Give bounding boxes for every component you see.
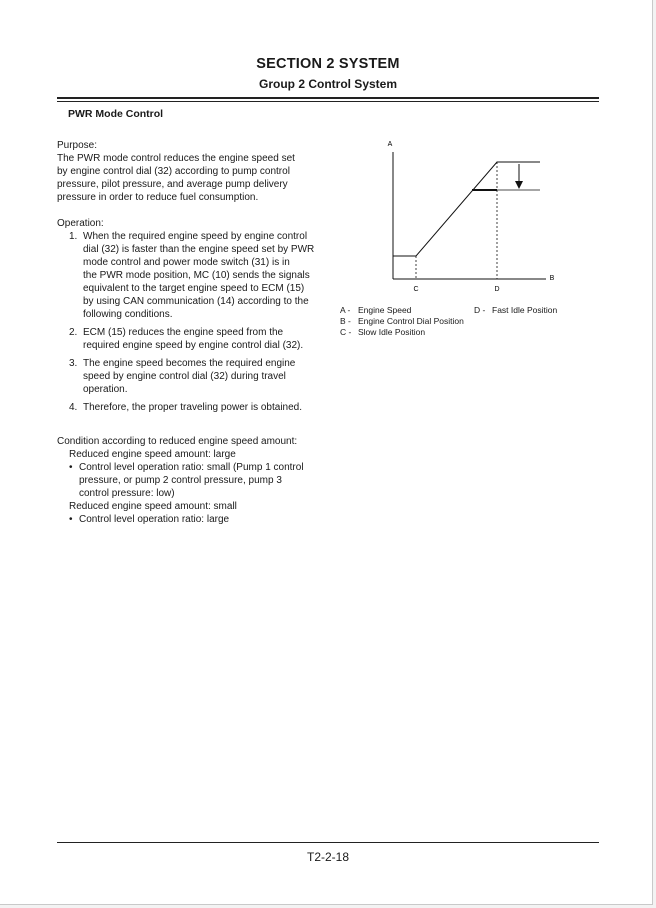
item-line: dial (32) is faster than the engine speed set by PWR — [83, 244, 315, 255]
condition-bullet — [57, 513, 317, 526]
item-line: following conditions. — [83, 309, 173, 320]
purpose-line: pressure, pilot pressure, and average pump delivery — [57, 179, 288, 190]
footer-rule — [57, 842, 599, 843]
diagram-legend-right — [474, 305, 557, 316]
purpose-line: by engine control dial (32) according to pump control — [57, 166, 290, 177]
legend-item: A - Engine Speed — [340, 305, 412, 315]
item-number: 3. — [69, 358, 78, 369]
axis-label-y: A — [387, 141, 393, 148]
item-line: operation. — [83, 384, 128, 395]
operation-item — [57, 401, 317, 414]
condition-group-label: Reduced engine speed amount: large — [69, 449, 236, 460]
topic-title: PWR Mode Control — [68, 108, 164, 120]
operation-block — [57, 217, 317, 419]
purpose-line: The PWR mode control reduces the engine speed set — [57, 153, 295, 164]
item-number: 2. — [69, 327, 78, 338]
axis-label-x: B — [549, 275, 555, 282]
operation-list — [57, 230, 317, 414]
purpose-heading: Purpose: — [57, 140, 98, 151]
condition-heading: Condition according to reduced engine speed amount: — [57, 436, 298, 447]
bullet-dot: • — [69, 514, 73, 525]
reduction-arrow-head — [515, 181, 523, 189]
item-line: equivalent to the target engine speed to ECM (15) — [83, 283, 305, 294]
legend-item: C - Slow Idle Position — [340, 327, 426, 337]
item-number: 4. — [69, 402, 78, 413]
bullet-line: pressure, or pump 2 control pressure, pump 3 — [79, 475, 282, 486]
x-tick-label: D — [494, 286, 500, 293]
item-number: 1. — [69, 231, 78, 242]
legend-item: B - Engine Control Dial Position — [340, 316, 464, 326]
item-line: required engine speed by engine control dial (32). — [83, 340, 304, 351]
condition-bullet — [57, 461, 317, 500]
bullet-line: Control level operation ratio: small (Pump 1 control — [79, 462, 304, 473]
purpose-line: pressure in order to reduce fuel consumption. — [57, 192, 259, 203]
purpose-block — [57, 139, 307, 204]
bullet-dot: • — [69, 462, 73, 473]
item-line: mode control and power mode switch (31) is in — [83, 257, 290, 268]
item-line: The engine speed becomes the required engine — [83, 358, 296, 369]
section-title: SECTION 2 SYSTEM — [256, 56, 400, 72]
item-line: When the required engine speed by engine control — [83, 231, 308, 242]
engine-speed-curve — [393, 162, 540, 256]
engine-speed-diagram — [380, 132, 570, 297]
page-number: T2-2-18 — [306, 850, 350, 864]
condition-block — [57, 435, 317, 526]
diagram-legend-left — [340, 305, 464, 338]
group-title: Group 2 Control System — [258, 77, 398, 91]
header-rule-thin — [57, 101, 599, 102]
operation-item — [57, 357, 317, 396]
item-line: Therefore, the proper traveling power is obtained. — [83, 402, 303, 413]
legend-item: D - Fast Idle Position — [474, 305, 558, 315]
bullet-line: Control level operation ratio: large — [79, 514, 230, 525]
bullet-line: control pressure: low) — [79, 488, 175, 499]
item-line: speed by engine control dial (32) during travel — [83, 371, 286, 382]
item-line: ECM (15) reduces the engine speed from the — [83, 327, 284, 338]
header-rule-thick — [57, 97, 599, 99]
condition-group-label: Reduced engine speed amount: small — [69, 501, 237, 512]
operation-item — [57, 230, 317, 321]
item-line: the PWR mode position, MC (10) sends the signals — [83, 270, 310, 281]
operation-item — [57, 326, 317, 352]
operation-heading: Operation: — [57, 218, 104, 229]
x-tick-label: C — [413, 286, 419, 293]
item-line: by using CAN communication (14) according to the — [83, 296, 309, 307]
